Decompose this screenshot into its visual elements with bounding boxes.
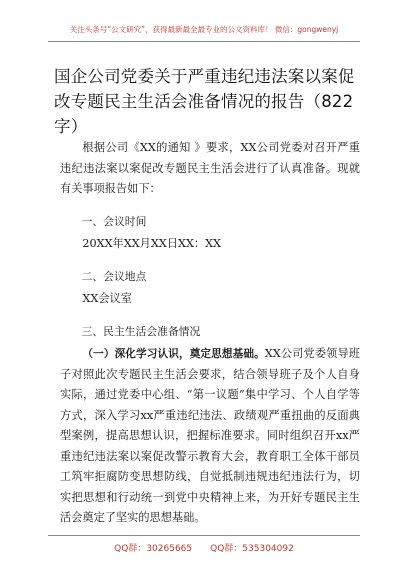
section-heading-meeting-time: 一、会议时间 bbox=[81, 214, 147, 228]
subsection-study-body: XX公司党委领导班子对照此次专题民主生活会要求，结合领导班子及个人自身实际，通过党委中心组、“第一议题”集中学习、个人自学等方式，深入学习xx严重违纪违法、政绩观严重扭曲的反面典型案例，提高思想认识，把握标准要求。同时组织召开xx严重违纪违法案以案促改警示教育大会，教育职工全体干部员工筑牢拒腐防变思想防线，自觉抵制违规违纪违法行为，切实把思想和行动统一到党中央精神上来，为开好专题民主生活会奠定了坚实的思想基础。 bbox=[60, 347, 360, 524]
meeting-location-value: XX会议室 bbox=[82, 292, 132, 305]
document-body bbox=[60, 138, 360, 529]
footer-contact bbox=[0, 541, 408, 554]
meeting-time-value: 20XX年XX月XX日XX：XX bbox=[82, 237, 222, 250]
section-heading-meeting-location: 二、会议地点 bbox=[81, 269, 147, 283]
subsection-study-paragraph bbox=[60, 344, 360, 529]
subsection-study-lead: （一）深化学习认识，奠定思想基础。 bbox=[82, 348, 265, 360]
header-divider bbox=[48, 41, 360, 42]
footer-qq-value-2: 535304092 bbox=[242, 544, 294, 554]
document-title: 国企公司党委关于严重违纪违法案以案促改专题民主生活会准备情况的报告（822字） bbox=[54, 67, 355, 136]
footer-divider bbox=[48, 535, 360, 536]
footer-qq-label-1: QQ群： bbox=[114, 544, 147, 554]
intro-paragraph: 根据公司《XX的通知 》要求，XX公司党委对召开严重违纪违法案以案促改专题民主生活会进行了认真准备。现就有关事项报告如下： bbox=[60, 141, 360, 195]
footer-qq-value-1: 30265665 bbox=[146, 544, 193, 554]
section-heading-preparation: 三、民主生活会准备情况 bbox=[81, 324, 201, 338]
header-banner: 关注头条号“公文研究”，获得最新最全最专业的公文资料库！ 微信：gongwenyj bbox=[69, 25, 339, 34]
footer-qq-label-2: QQ群： bbox=[210, 544, 243, 554]
